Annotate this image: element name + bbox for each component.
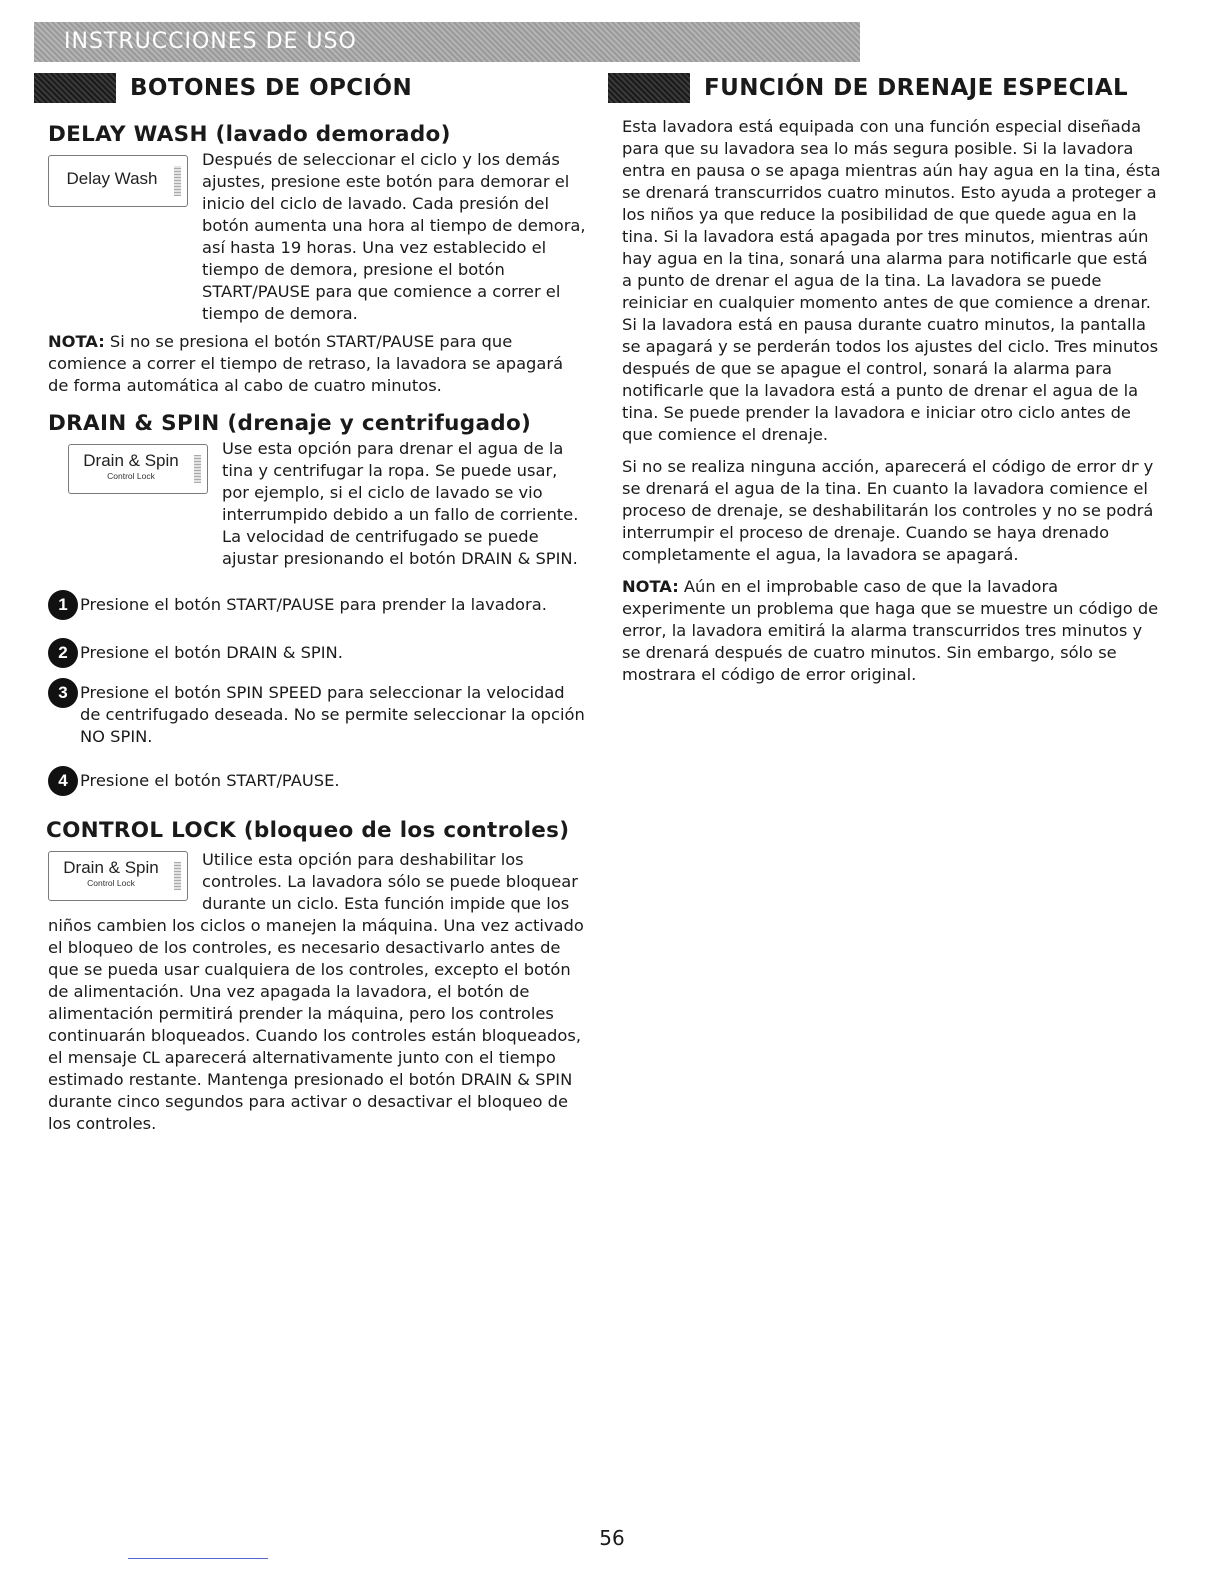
step-item: [48, 594, 588, 620]
step-number-icon: 1: [48, 590, 78, 620]
note-label: NOTA:: [622, 577, 679, 596]
right-column: [622, 70, 1162, 692]
step-number-icon: 2: [48, 638, 78, 668]
note-label: NOTA:: [48, 332, 105, 351]
section-marker-icon: [34, 73, 116, 103]
step-item: [48, 682, 588, 748]
drain-spin-text: Use esta opción para drenar el agua de la tina y centrifugar la ropa. Se puede usar, por ejemplo, si el ciclo de lavado se vio interrumpido debido a un fallo de corriente. La velocidad de centrifugado se puede ajustar presionando el botón DRAIN & SPIN.: [222, 439, 579, 568]
step-number-icon: 3: [48, 678, 78, 708]
section-title: FUNCIÓN DE DRENAJE ESPECIAL: [704, 75, 1129, 101]
section-marker-icon: [608, 73, 690, 103]
control-lock-text-b: aparecerá alternativamente junto con el tiempo estimado restante. Mantenga presionado el botón DRAIN & SPIN durante cinco segundos para activar o desactivar el bloqueo de los controles.: [48, 1048, 573, 1133]
error-text-a: Si no se realiza ninguna acción, aparecerá el código de error: [622, 457, 1116, 476]
delay-wash-heading: DELAY WASH (lavado demorado): [48, 122, 451, 147]
section-title: BOTONES DE OPCIÓN: [130, 75, 413, 101]
drain-spin-button-label: Drain & Spin: [83, 451, 179, 470]
delay-wash-button-illustration: [48, 155, 188, 207]
section-banner: INSTRUCCIONES DE USO: [34, 22, 860, 62]
button-grip-icon: [174, 166, 181, 196]
control-lock-text-a: Utilice esta opción para deshabilitar los controles. La lavadora sólo se puede bloquear durante un ciclo. Esta función impide que los niños cambien los ciclos o manejen la máquina. Una vez activado el bloqueo de los controles, es necesario desactivarlo antes de que se pueda usar cualquiera de los controles, excepto el botón de alimentación. Una vez apagada la lavadora, el botón de alimentación permitirá prender la máquina, pero los controles continuarán bloqueados. Cuando los controles están bloqueados, el mensaje: [48, 850, 584, 1067]
button-grip-icon: [194, 455, 201, 483]
error-text-b: y se drenará el agua de la tina. En cuanto la lavadora comience el proceso de drenaje, se deshabilitarán los controles y no se podrá interrumpir el proceso de drenaje. Cuando se haya drenado completamente el agua, la lavadora se apagará.: [622, 457, 1154, 564]
page-number: 56: [599, 1526, 625, 1550]
step-number-icon: 4: [48, 766, 78, 796]
step-text: Presione el botón START/PAUSE para prender la lavadora.: [80, 595, 547, 614]
error-code-paragraph: [622, 456, 1162, 566]
button-grip-icon: [174, 862, 181, 890]
delay-wash-note: [48, 331, 588, 397]
step-item: [48, 642, 588, 668]
control-lock-heading: CONTROL LOCK (bloqueo de los controles): [46, 818, 570, 843]
drain-spin-button-sublabel: Control Lock: [107, 471, 155, 481]
step-text: Presione el botón START/PAUSE.: [80, 771, 340, 790]
right-note: [622, 576, 1162, 686]
note-text: Aún en el improbable caso de que la lavadora experimente un problema que haga que se muestre un código de error, la lavadora emitirá la alarma transcurridos tres minutos y se drenará después de cuatro minutos. Sin embargo, sólo se mostrara el código de error original.: [622, 577, 1159, 684]
step-item: [48, 770, 588, 796]
delay-wash-lead: [48, 150, 588, 331]
drain-function-paragraph: Esta lavadora está equipada con una función especial diseñada para que su lavadora sea lo más segura posible. Si la lavadora entra en pausa o se apaga mientras aún hay agua en la tina, ésta se drenará transcurridos cuatro minutos. Esto ayuda a proteger a los niños ya que reduce la posibilidad de que quede agua en la tina. Si la lavadora está apagada por tres minutos, mientras aún hay agua en la tina, sonará una alarma para notificarle que está a punto de drenar el agua de la tina. La lavadora se puede reiniciar en cualquier momento antes de que comience a drenar. Si la lavadora está en pausa durante cuatro minutos, la pantalla se apagará y se perderán todos los ajustes del ciclo. Tres minutos después de que se apague el control, sonará la alarma para notificarle que la lavadora está a punto de drenar el agua de la tina. Se puede prender la lavadora e iniciar otro ciclo antes de que comience el drenaje.: [622, 117, 1161, 444]
note-text: Si no se presiona el botón START/PAUSE para que comience a correr el tiempo de retraso, la lavadora se apagará de forma automática al cabo de cuatro minutos.: [48, 332, 564, 395]
delay-wash-button-label: Delay Wash: [66, 169, 158, 188]
control-lock-button-sublabel: Control Lock: [87, 878, 135, 888]
drain-spin-lead: [48, 439, 588, 576]
delay-wash-text: Después de seleccionar el ciclo y los demás ajustes, presione este botón para demorar el inicio del ciclo de lavado. Cada presión del botón aumenta una hora al tiempo de demora, así hasta 19 horas. Una vez establecido el tiempo de demora, presione el botón START/PAUSE para que comience a correr el tiempo de demora.: [202, 150, 586, 323]
lock-code-display: CL: [142, 1048, 160, 1067]
drain-spin-heading: DRAIN & SPIN (drenaje y centrifugado): [48, 411, 532, 436]
left-column: [48, 70, 588, 1141]
step-text: Presione el botón SPIN SPEED para seleccionar la velocidad de centrifugado deseada. No se permite seleccionar la opción NO SPIN.: [80, 683, 585, 746]
error-code-display: dr: [1121, 457, 1139, 476]
control-lock-button-label: Drain & Spin: [63, 858, 159, 877]
drain-function-header: [622, 70, 1162, 106]
footer-rule: [128, 1558, 268, 1559]
control-lock-button-illustration: [48, 851, 188, 901]
step-text: Presione el botón DRAIN & SPIN.: [80, 643, 343, 662]
drain-spin-button-illustration: [68, 444, 208, 494]
option-buttons-header: [48, 70, 588, 106]
